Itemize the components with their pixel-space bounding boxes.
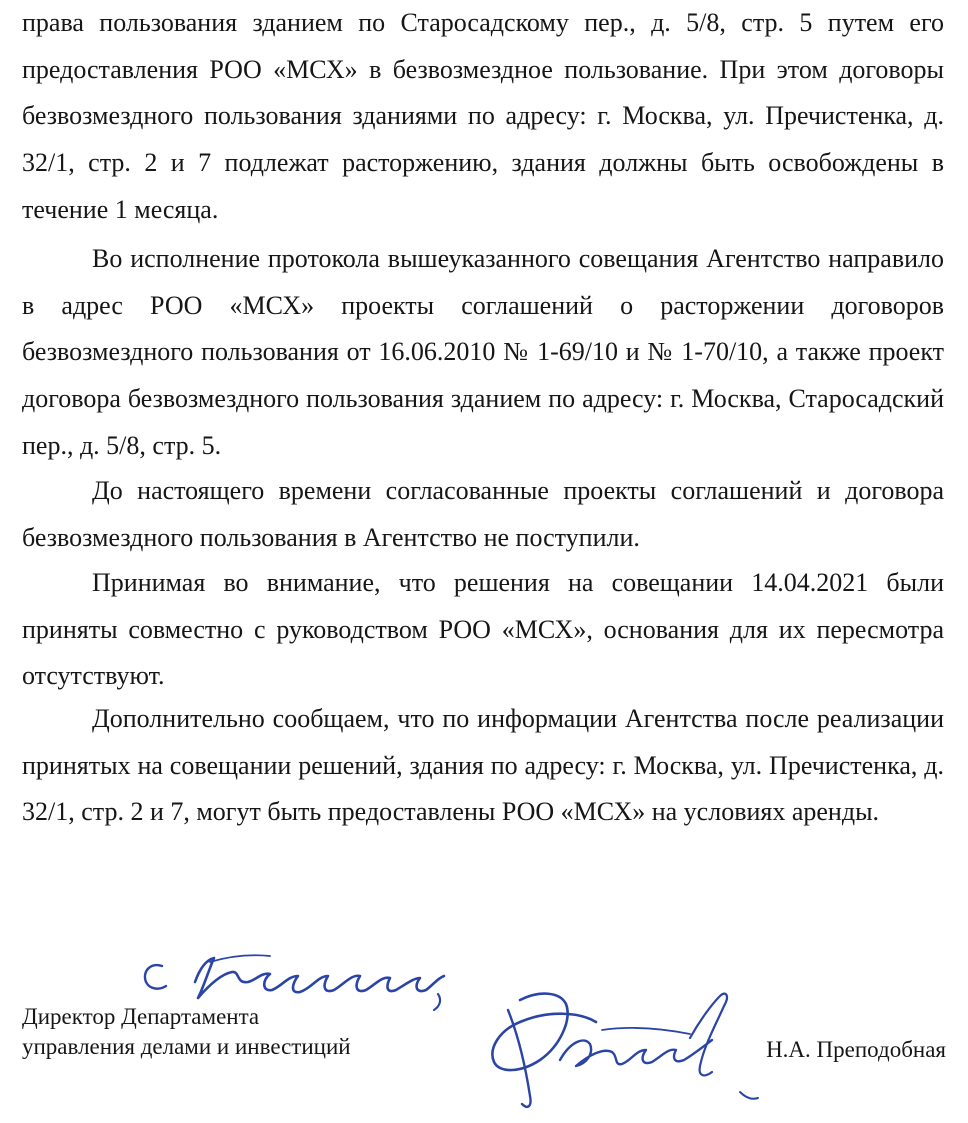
position-line-2: управления делами и инвестиций bbox=[22, 1034, 351, 1059]
signatory-name: Н.А. Преподобная bbox=[766, 1037, 946, 1062]
paragraph-2: Во исполнение протокола вышеуказанного совещания Агентство направило в адрес РОО «МСХ» проекты соглашений о расторжении договоров безвозмездного пользования от 16.06.2010 № 1-69/10 и № 1-70/10, а также проект договора безвозмездного пользования зданием по адресу: г. Москва, Старосадский пер., д. 5/8, стр. 5. bbox=[22, 244, 944, 460]
paragraph-3: До настоящего времени согласованные проекты соглашений и договора безвозмездного пользования в Агентство не поступили. bbox=[22, 476, 944, 552]
paragraph-4: Принимая во внимание, что решения на совещании 14.04.2021 были приняты совместно с руководством РОО «МСХ», основания для их пересмотра отсутствуют. bbox=[22, 568, 944, 691]
document-page bbox=[22, 0, 944, 1123]
paragraph-1: права пользования зданием по Старосадскому пер., д. 5/8, стр. 5 путем его предоставления РОО «МСХ» в безвозмездное пользование. При этом договоры безвозмездного пользования зданиями по адресу: г. Москва, ул. Пречистенка, д. 32/1, стр. 2 и 7 подлежат расторжению, здания должны быть освобождены в течение 1 месяца. bbox=[22, 8, 944, 224]
paragraph-5: Дополнительно сообщаем, что по информации Агентства после реализации принятых на совещании решений, здания по адресу: г. Москва, ул. Пречистенка, д. 32/1, стр. 2 и 7, могут быть предоставлены РОО «МСХ» на условиях аренды. bbox=[22, 704, 944, 827]
signatory-position bbox=[22, 1002, 351, 1062]
position-line-1: Директор Департамента bbox=[22, 1004, 260, 1029]
